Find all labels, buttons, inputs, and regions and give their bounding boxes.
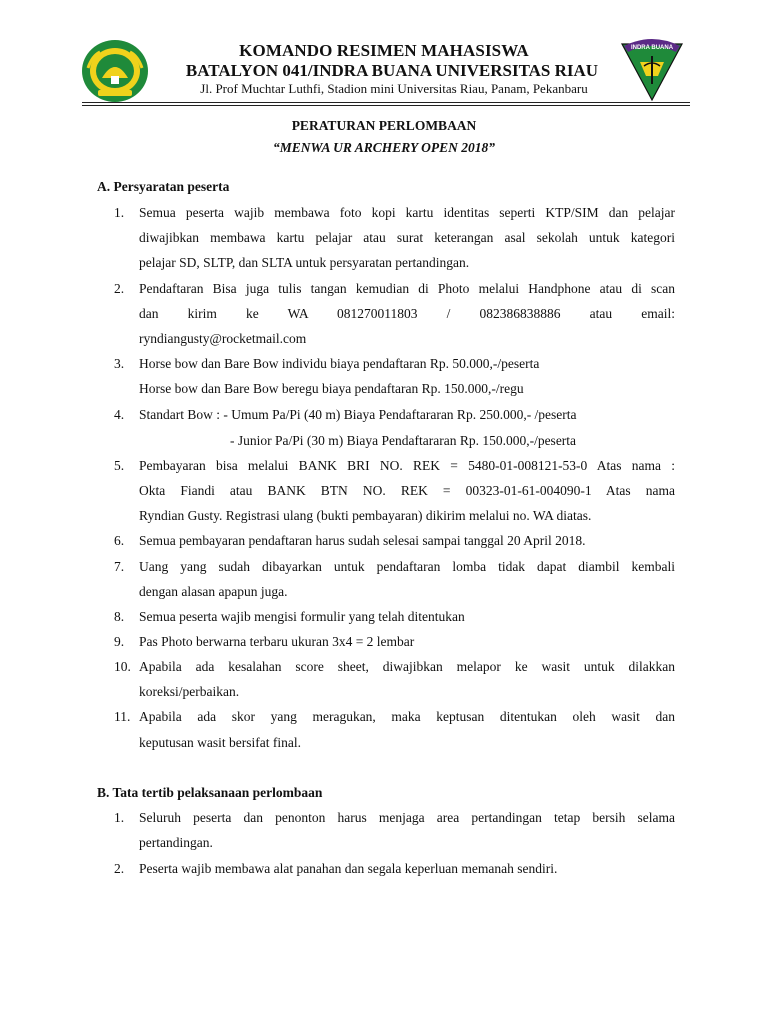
item-number: 6. (114, 533, 125, 548)
item-line: Apabila ada skor yang meragukan, maka keptusan ditentukan oleh wasit dan (139, 709, 675, 724)
section-a-heading: A. Persyaratan peserta (97, 179, 230, 194)
item-line: Okta Fiandi atau BANK BTN NO. REK = 00323-01-61-004090-1 Atas nama (139, 483, 675, 498)
item-number: 9. (114, 634, 125, 649)
item-line: Standart Bow : - Umum Pa/Pi (40 m) Biaya Pendaftararan Rp. 250.000,- /peserta (139, 407, 577, 422)
item-line: - Junior Pa/Pi (30 m) Biaya Pendaftararan Rp. 150.000,-/peserta (230, 433, 577, 448)
item-line: Peserta wajib membawa alat panahan dan segala keperluan memanah sendiri. (139, 861, 558, 876)
item-number: 5. (114, 458, 125, 473)
item-line: Apabila ada kesalahan score sheet, diwajibkan melapor ke wasit untuk dilakkan (139, 659, 675, 674)
document-title: PERATURAN PERLOMBAAN (291, 118, 477, 133)
item-line: Horse bow dan Bare Bow beregu biaya pendaftaran Rp. 150.000,-/regu (139, 381, 524, 396)
org-name-line1: KOMANDO RESIMEN MAHASISWA (239, 41, 529, 60)
item-line: Semua pembayaran pendaftaran harus sudah selesai sampai tanggal 20 April 2018. (139, 533, 586, 548)
item-line: Pendaftaran Bisa juga tulis tangan kemudian di Photo melalui Handphone atau di scan (139, 281, 675, 296)
item-line: pertandingan. (139, 835, 213, 850)
item-line: dengan alasan apapun juga. (139, 584, 288, 599)
item-line: keputusan wasit bersifat final. (139, 735, 301, 750)
item-line: Seluruh peserta dan penonton harus menjaga area pertandingan tetap bersih selama (139, 810, 675, 825)
item-line: Semua peserta wajib mengisi formulir yang telah ditentukan (139, 609, 465, 624)
item-line: pelajar SD, SLTP, dan SLTA untuk persyaratan pertandingan. (139, 255, 470, 270)
email-address: ryndiangusty@rocketmail.com (139, 331, 307, 346)
header-rule (82, 102, 690, 103)
section-b-heading: B. Tata tertib pelaksanaan perlombaan (97, 785, 323, 800)
item-number: 1. (114, 205, 125, 220)
right-logo-text: INDRA BUANA (630, 45, 674, 51)
item-number: 10. (114, 659, 131, 674)
header-rule-thin (82, 105, 690, 106)
item-number: 7. (114, 559, 125, 574)
item-line: koreksi/perbaikan. (139, 684, 240, 699)
item-line: Uang yang sudah dibayarkan untuk pendaftaran lomba tidak dapat diambil kembali (139, 559, 675, 574)
item-number: 4. (114, 407, 125, 422)
item-number: 2. (114, 281, 125, 296)
item-line: Horse bow dan Bare Bow individu biaya pendaftaran Rp. 50.000,-/peserta (139, 356, 540, 371)
item-number: 11. (114, 709, 131, 724)
item-line: Semua peserta wajib membawa foto kopi kartu identitas seperti KTP/SIM dan pelajar (139, 205, 675, 220)
item-number: 2. (114, 861, 125, 876)
item-line: dan kirim ke WA 081270011803 / 082386838886 atau email: (139, 306, 675, 321)
item-line: Ryndian Gusty. Registrasi ulang (bukti pembayaran) dikirim melalui no. WA diatas. (139, 508, 592, 523)
org-name-line2: BATALYON 041/INDRA BUANA UNIVERSITAS RIAU (185, 61, 599, 80)
item-line: Pas Photo berwarna terbaru ukuran 3x4 = 2 lembar (139, 634, 415, 649)
item-number: 8. (114, 609, 125, 624)
item-number: 1. (114, 810, 125, 825)
org-address: Jl. Prof Muchtar Luthfi, Stadion mini Universitas Riau, Panam, Pekanbaru (200, 81, 588, 96)
document-subtitle: “MENWA UR ARCHERY OPEN 2018” (272, 140, 496, 155)
item-line: diwajibkan membawa kartu pelajar atau surat keterangan asal sekolah untuk kategori (139, 230, 675, 245)
item-number: 3. (114, 356, 125, 371)
item-line: Pembayaran bisa melalui BANK BRI NO. REK = 5480-01-008121-53-0 Atas nama : (139, 458, 675, 473)
